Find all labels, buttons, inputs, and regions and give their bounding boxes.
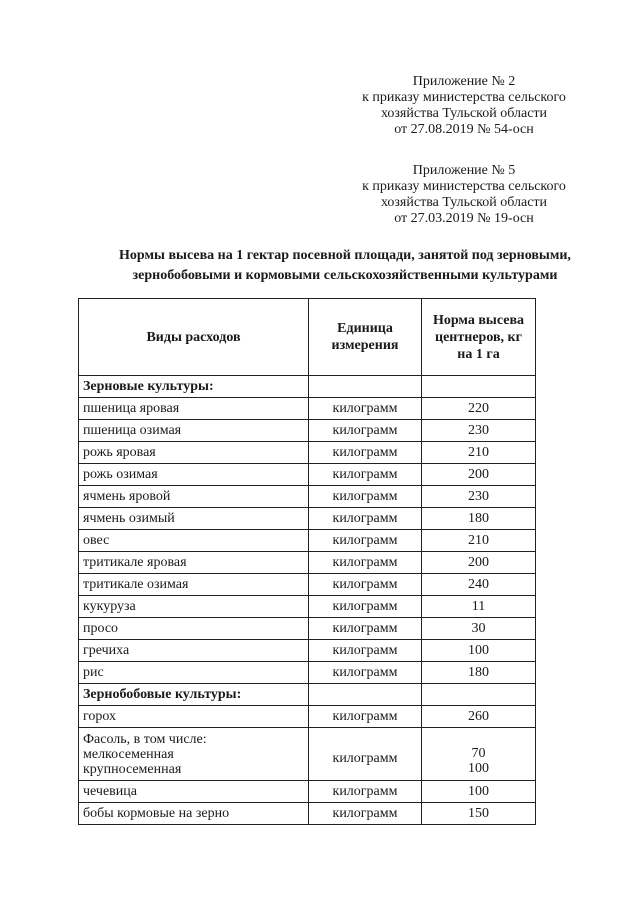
crop-unit: килограмм bbox=[309, 803, 422, 825]
crop-name: овес bbox=[79, 530, 309, 552]
header-norm-line-2: центнеров, кг bbox=[435, 329, 522, 345]
table-row bbox=[79, 781, 536, 803]
section-empty-cell bbox=[422, 376, 536, 398]
section-row-legumes bbox=[79, 684, 536, 706]
crop-name: гречиха bbox=[79, 640, 309, 662]
crop-norm: 210 bbox=[422, 442, 536, 464]
table-row bbox=[79, 442, 536, 464]
beans-title: Фасоль, в том числе: bbox=[83, 731, 207, 747]
header-unit-line-2: измерения bbox=[331, 338, 399, 353]
appendix-5-header bbox=[330, 163, 598, 227]
beans-large-value: 100 bbox=[468, 761, 489, 776]
table-row bbox=[79, 530, 536, 552]
appendix-2-date: от 27.08.2019 № 54-осн bbox=[394, 122, 534, 137]
table-row-beans bbox=[79, 728, 536, 781]
document-title-line-1: Нормы высева на 1 гектар посевной площади, занятой под зерновыми, bbox=[119, 248, 571, 263]
section-title-legumes: Зернобобовые культуры: bbox=[79, 684, 309, 706]
crop-name: ячмень озимый bbox=[79, 508, 309, 530]
section-empty-cell bbox=[309, 376, 422, 398]
appendix-5-ministry: хозяйства Тульской области bbox=[380, 195, 548, 210]
crop-unit: килограмм bbox=[309, 781, 422, 803]
header-norm-line-1: Норма высева bbox=[432, 312, 525, 328]
section-title-grain: Зерновые культуры: bbox=[79, 376, 309, 398]
table-row bbox=[79, 464, 536, 486]
crop-unit: килограмм bbox=[309, 530, 422, 552]
crop-norm: 180 bbox=[422, 508, 536, 530]
crop-unit bbox=[309, 728, 422, 781]
crop-unit: килограмм bbox=[309, 486, 422, 508]
crop-norm: 200 bbox=[422, 464, 536, 486]
document-title bbox=[80, 246, 610, 286]
table-row bbox=[79, 420, 536, 442]
table-row bbox=[79, 618, 536, 640]
crop-unit: килограмм bbox=[309, 464, 422, 486]
crop-name: рожь яровая bbox=[79, 442, 309, 464]
crop-name-beans bbox=[79, 728, 309, 781]
crop-unit: килограмм bbox=[309, 574, 422, 596]
crop-name: тритикале яровая bbox=[79, 552, 309, 574]
table-row bbox=[79, 486, 536, 508]
appendix-5-order-ref: к приказу министерства сельского bbox=[362, 179, 566, 194]
crop-name: тритикале озимая bbox=[79, 574, 309, 596]
section-row-grain bbox=[79, 376, 536, 398]
header-expense-type: Виды расходов bbox=[79, 299, 309, 376]
crop-name: ячмень яровой bbox=[79, 486, 309, 508]
crop-norm: 230 bbox=[422, 486, 536, 508]
crop-unit: килограмм bbox=[309, 552, 422, 574]
crop-unit: килограмм bbox=[309, 442, 422, 464]
crop-unit: килограмм bbox=[309, 420, 422, 442]
crop-unit: килограмм bbox=[309, 596, 422, 618]
crop-unit: килограмм bbox=[309, 508, 422, 530]
crop-name: пшеница озимая bbox=[79, 420, 309, 442]
header-unit bbox=[309, 299, 422, 376]
crop-name: горох bbox=[79, 706, 309, 728]
crop-unit: килограмм bbox=[309, 662, 422, 684]
crop-name: бобы кормовые на зерно bbox=[79, 803, 309, 825]
crop-norm: 150 bbox=[422, 803, 536, 825]
crop-name: просо bbox=[79, 618, 309, 640]
table-row bbox=[79, 552, 536, 574]
section-empty-cell bbox=[422, 684, 536, 706]
table-row bbox=[79, 508, 536, 530]
crop-unit: килограмм bbox=[309, 706, 422, 728]
crop-norm: 100 bbox=[422, 781, 536, 803]
crop-norm: 220 bbox=[422, 398, 536, 420]
crop-norm: 100 bbox=[422, 640, 536, 662]
crop-norm: 210 bbox=[422, 530, 536, 552]
crop-unit: килограмм bbox=[309, 640, 422, 662]
crop-unit: килограмм bbox=[309, 398, 422, 420]
crop-norm-beans bbox=[422, 728, 536, 781]
crop-norm: 30 bbox=[422, 618, 536, 640]
appendix-2-order-ref: к приказу министерства сельского bbox=[362, 90, 566, 105]
document-title-line-2: зернобобовыми и кормовыми сельскохозяйственными культурами bbox=[132, 268, 558, 283]
crop-norm: 230 bbox=[422, 420, 536, 442]
appendix-2-ministry: хозяйства Тульской области bbox=[380, 106, 548, 121]
table-header-row bbox=[79, 299, 536, 376]
beans-large-seeded: крупносеменная bbox=[83, 761, 182, 777]
crop-unit: килограмм bbox=[309, 618, 422, 640]
crop-norm: 200 bbox=[422, 552, 536, 574]
beans-small-value: 70 bbox=[471, 746, 486, 761]
table-row bbox=[79, 574, 536, 596]
beans-small-seeded: мелкосеменная bbox=[83, 746, 174, 762]
appendix-5-number: Приложение № 5 bbox=[412, 163, 516, 178]
crop-name: пшеница яровая bbox=[79, 398, 309, 420]
crop-name: кукуруза bbox=[79, 596, 309, 618]
crop-name: чечевица bbox=[79, 781, 309, 803]
crop-norm: 180 bbox=[422, 662, 536, 684]
table-row bbox=[79, 398, 536, 420]
seeding-norms-table bbox=[78, 298, 536, 825]
appendix-5-date: от 27.03.2019 № 19-осн bbox=[394, 211, 534, 226]
crop-norm: 260 bbox=[422, 706, 536, 728]
table-row bbox=[79, 803, 536, 825]
beans-unit: килограмм bbox=[332, 750, 398, 766]
crop-name: рис bbox=[79, 662, 309, 684]
table-row bbox=[79, 706, 536, 728]
crop-name: рожь озимая bbox=[79, 464, 309, 486]
table-row bbox=[79, 640, 536, 662]
appendix-2-number: Приложение № 2 bbox=[412, 74, 516, 89]
crop-norm: 11 bbox=[422, 596, 536, 618]
header-unit-line-1: Единица bbox=[337, 321, 393, 336]
crop-norm: 240 bbox=[422, 574, 536, 596]
header-norm bbox=[422, 299, 536, 376]
header-norm-line-3: на 1 га bbox=[457, 346, 500, 362]
table-row bbox=[79, 596, 536, 618]
table-row bbox=[79, 662, 536, 684]
section-empty-cell bbox=[309, 684, 422, 706]
appendix-2-header bbox=[330, 74, 598, 138]
